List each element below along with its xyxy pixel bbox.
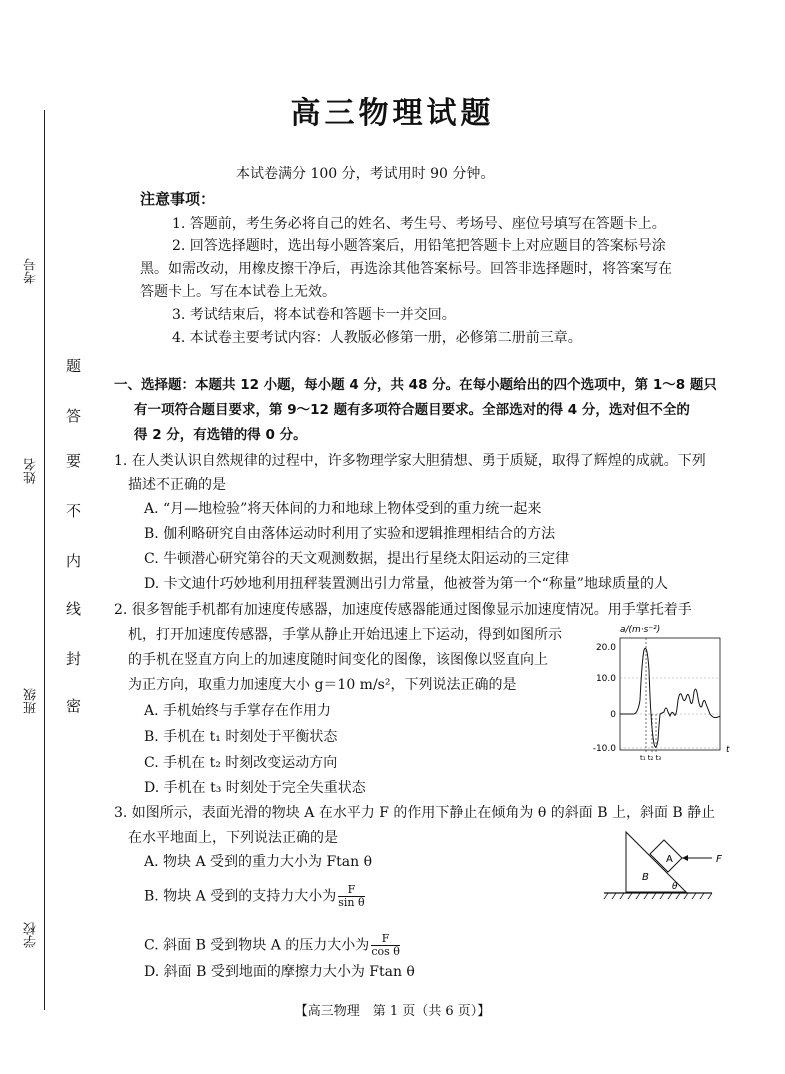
notice-line: 2. 回答选择题时，选出每小题答案后，用铅笔把答题卡上对应题目的答案标号涂 — [172, 238, 666, 254]
warn-char: 封 — [66, 650, 82, 668]
acceleration-graph — [584, 620, 734, 762]
warn-char: 答 — [66, 407, 82, 425]
graph-ytick: 20.0 — [595, 643, 616, 653]
warn-char: 线 — [66, 600, 82, 618]
q2-stem: 为正方向，取重力加速度大小 g＝10 m/s²，下列说法正确的是 — [128, 677, 517, 693]
q2-option: A. 手机始终与手掌存在作用力 — [144, 703, 332, 719]
q3-option: A. 物块 A 受到的重力大小为 Ftan θ — [144, 854, 373, 870]
label-xuexiao: 学校 — [24, 922, 39, 948]
q2-stem: 的手机在竖直方向上的加速度随时间变化的图像，该图像以竖直向上 — [128, 652, 548, 668]
label-banji: 班级 — [24, 688, 39, 714]
q3-option-b-text: B. 物块 A 受到的支持力大小为 — [144, 888, 337, 905]
fraction-den: cos θ — [371, 945, 400, 958]
q3-option-c — [144, 933, 400, 958]
q2-stem: 机，打开加速度传感器，手掌从静止开始迅速上下运动，得到如图所示 — [128, 627, 562, 643]
fraction — [338, 884, 364, 909]
notice-line: 3. 考试结束后，将本试卷和答题卡一并交回。 — [172, 307, 456, 323]
q3-stem: 在水平地面上，下列说法正确的是 — [128, 830, 338, 846]
page-footer: 【高三物理 第 1 页（共 6 页）】 — [294, 1004, 491, 1019]
notice-line: 黑。如需改动，用橡皮擦干净后，再选涂其他答案标号。回答非选择题时，将答案写在 — [140, 261, 672, 277]
section-heading: 一、选择题：本题共 12 小题，每小题 4 分，共 48 分。在每小题给出的四个选项中，第 1～8 题只 — [114, 377, 717, 393]
fraction-num: F — [371, 933, 400, 946]
notice-line: 1. 答题前，考生务必将自己的姓名、考生号、考场号、座位号填写在答题卡上。 — [172, 216, 666, 232]
q2-option: C. 手机在 t₂ 时刻改变运动方向 — [144, 755, 338, 771]
q3-option-b — [144, 884, 365, 909]
notice-heading: 注意事项： — [140, 190, 216, 208]
figure-label-a: A — [666, 854, 673, 865]
q2-option: B. 手机在 t₁ 时刻处于平衡状态 — [144, 729, 338, 745]
label-kaohao: 考号 — [24, 258, 39, 284]
fraction-den: sin θ — [338, 896, 365, 909]
q1-option: D. 卡文迪什巧妙地利用扭秤装置测出引力常量，他被誉为第一个“称量”地球质量的人 — [144, 576, 668, 592]
warn-char: 要 — [66, 452, 82, 470]
intro: 本试卷满分 100 分，考试用时 90 分钟。 — [236, 166, 495, 182]
q3-option-c-text: C. 斜面 B 受到物块 A 的压力大小为 — [144, 937, 370, 954]
binding-line — [44, 110, 45, 1010]
graph-ytick: -10.0 — [592, 744, 616, 754]
q1-option: A. “月—地检验”将天体间的力和地球上物体受到的重力统一起来 — [144, 501, 542, 517]
fraction-num: F — [338, 884, 364, 897]
q1-option: C. 牛顿潜心研究第谷的天文观测数据，提出行星绕太阳运动的三定律 — [144, 551, 570, 567]
section-heading: 有一项符合题目要求，第 9～12 题有多项符合题目要求。全部选对的得 4 分，选对但不全的 — [134, 402, 690, 418]
incline-figure — [600, 826, 750, 906]
label-xingming: 姓名 — [24, 458, 39, 484]
q1-option: B. 伽利略研究自由落体运动时利用了实验和逻辑推理相结合的方法 — [144, 526, 556, 542]
figure-label-b: B — [642, 872, 649, 883]
notice-line: 答题卡上。写在本试卷上无效。 — [140, 284, 336, 300]
q3-stem: 3. 如图所示，表面光滑的物块 A 在水平力 F 的作用下静止在倾角为 θ 的斜面 B 上，斜面 B 静止 — [114, 805, 716, 821]
warn-char: 内 — [66, 552, 82, 570]
warn-char: 题 — [66, 357, 82, 375]
graph-ytick: 10.0 — [595, 674, 616, 684]
page-title: 高三物理试题 — [290, 96, 495, 131]
q3-option: D. 斜面 B 受到地面的摩擦力大小为 Ftan θ — [144, 964, 415, 980]
fraction — [371, 933, 400, 958]
q1-stem: 描述不正确的是 — [128, 477, 226, 493]
graph-xlabel: t — [726, 745, 730, 755]
q2-option: D. 手机在 t₃ 时刻处于完全失重状态 — [144, 780, 366, 796]
notice-line: 4. 本试卷主要考试内容：人教版必修第一册，必修第二册前三章。 — [172, 330, 582, 346]
section-heading: 得 2 分，有选错的得 0 分。 — [134, 427, 307, 443]
warn-char: 不 — [66, 502, 82, 520]
warn-char: 密 — [66, 697, 82, 715]
q1-stem: 1. 在人类认识自然规律的过程中，许多物理学家大胆猜想、勇于质疑，取得了辉煌的成就。下列 — [114, 453, 706, 469]
figure-label-f: F — [716, 854, 722, 865]
graph-tlabels: t₁ t₂ t₃ — [640, 754, 662, 762]
graph-ytick: 0 — [610, 710, 616, 720]
graph-ylabel: a/(m·s⁻²) — [620, 625, 661, 635]
figure-label-theta: θ — [672, 882, 678, 892]
q2-stem: 2. 很多智能手机都有加速度传感器，加速度传感器能通过图像显示加速度情况。用手掌托着手 — [114, 602, 692, 618]
